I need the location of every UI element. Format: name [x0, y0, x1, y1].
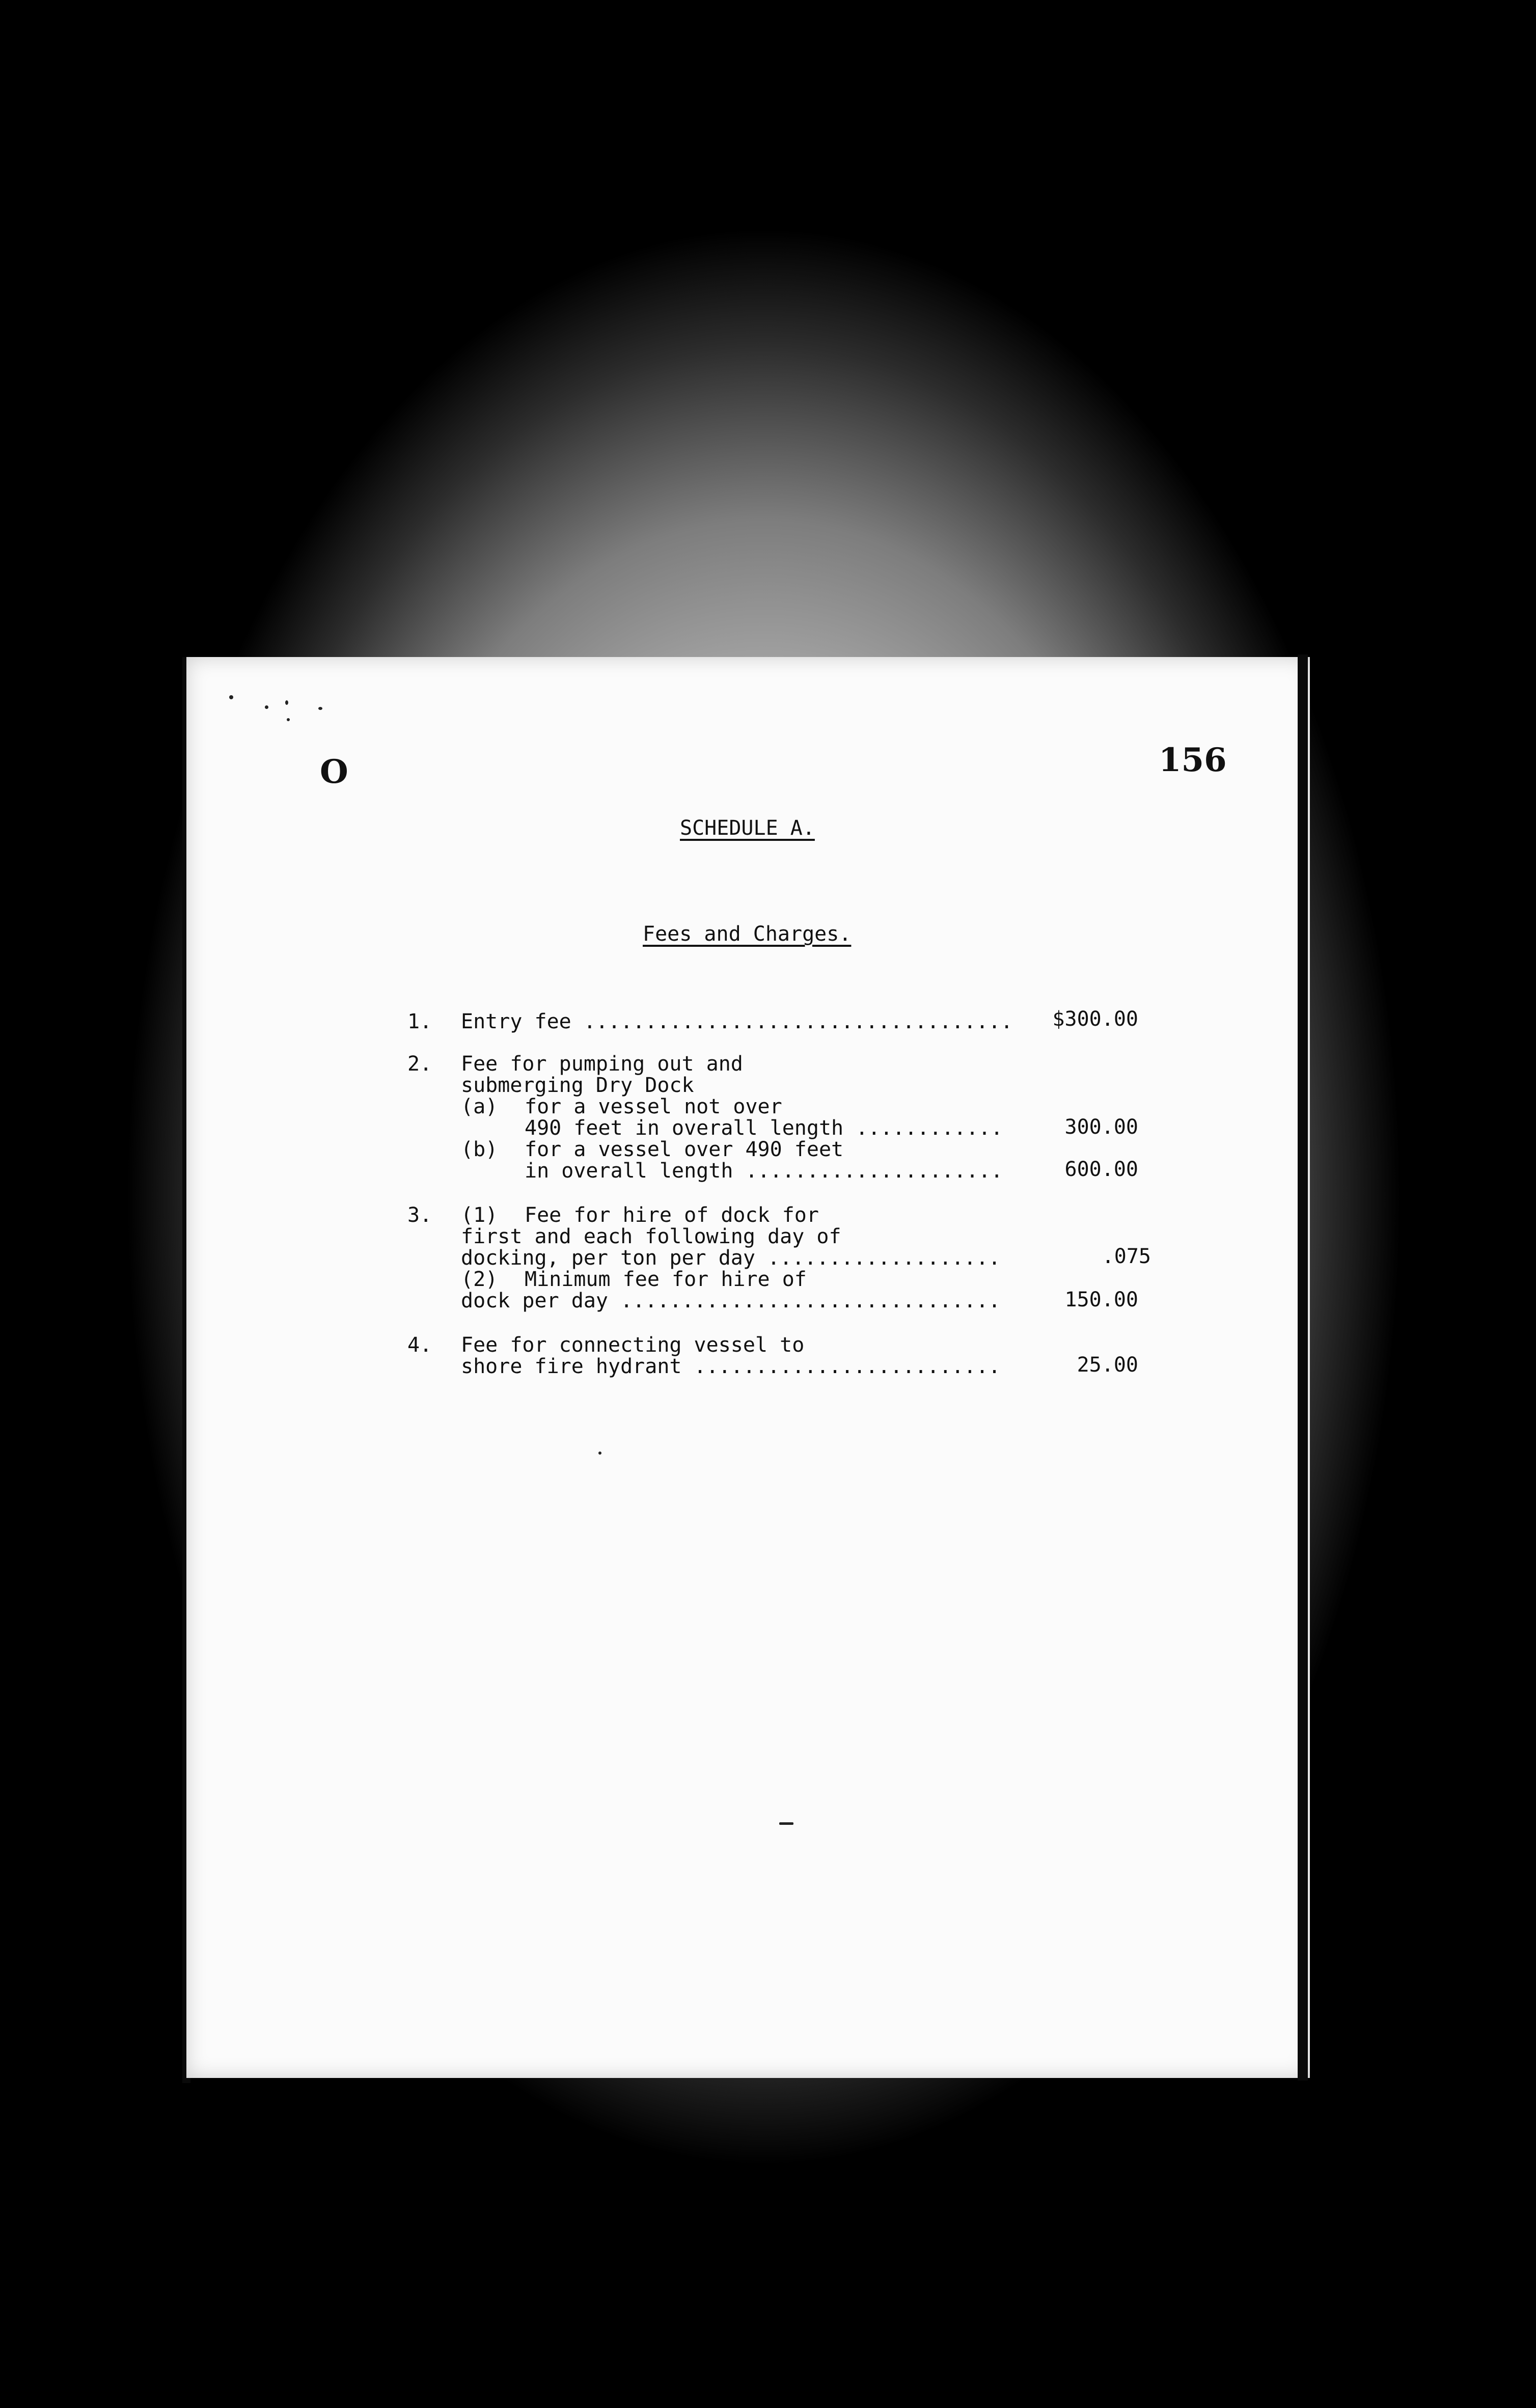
- schedule-subtitle: Fees and Charges.: [643, 922, 852, 946]
- sub-item-label: (a): [461, 1095, 498, 1118]
- sub-item-label: (b): [461, 1138, 498, 1161]
- sub-item-label: (2): [461, 1268, 498, 1291]
- schedule-title: SCHEDULE A.: [680, 816, 815, 840]
- ink-speck: [265, 705, 268, 709]
- ink-speck: [229, 695, 233, 699]
- ink-speck: [285, 700, 288, 705]
- sub-item-text-line: in overall length .....................: [525, 1159, 1003, 1183]
- item-number: 3.: [407, 1203, 432, 1227]
- sub-item-text-line: docking, per ton per day ...................: [461, 1246, 1001, 1270]
- ink-speck: [779, 1822, 793, 1825]
- sub-item-amount: 600.00: [1064, 1158, 1138, 1181]
- ink-speck: [318, 707, 322, 710]
- sub-item-text-line: dock per day ...............................: [461, 1289, 1001, 1312]
- corner-mark: O: [320, 753, 348, 791]
- sub-item-amount: .075: [1102, 1245, 1151, 1268]
- sub-item-text-line: 490 feet in overall length ............: [525, 1116, 1003, 1140]
- item-number: 1.: [407, 1010, 432, 1033]
- item-text-line: Fee for connecting vessel to: [461, 1333, 805, 1357]
- scan-shadow-top: [0, 0, 1536, 214]
- sub-item-amount: 150.00: [1064, 1288, 1138, 1311]
- sub-item-text-line: first and each following day of: [461, 1225, 841, 1248]
- scan-shadow-bottom: [0, 2225, 1536, 2408]
- sub-item-text-line: Fee for hire of dock for: [525, 1203, 819, 1227]
- sub-item-label: (1): [461, 1203, 498, 1227]
- item-amount: 25.00: [1077, 1353, 1138, 1377]
- item-text-line: Fee for pumping out and: [461, 1052, 743, 1076]
- paper-edge-right: [1298, 654, 1308, 2081]
- item-text-line: submerging Dry Dock: [461, 1074, 694, 1097]
- item-amount: $300.00: [1052, 1007, 1138, 1031]
- sub-item-amount: 300.00: [1064, 1115, 1138, 1139]
- sub-item-text-line: for a vessel not over: [525, 1095, 782, 1118]
- page-number: 156: [1159, 741, 1227, 779]
- item-text-line: Entry fee ...................................: [461, 1010, 1013, 1033]
- sub-item-text-line: Minimum fee for hire of: [525, 1268, 807, 1291]
- item-text-line: shore fire hydrant .........................: [461, 1355, 1001, 1378]
- item-number: 4.: [407, 1333, 432, 1357]
- ink-speck: [598, 1452, 601, 1455]
- item-number: 2.: [407, 1052, 432, 1076]
- ink-speck: [287, 718, 290, 721]
- sub-item-text-line: for a vessel over 490 feet: [525, 1138, 844, 1161]
